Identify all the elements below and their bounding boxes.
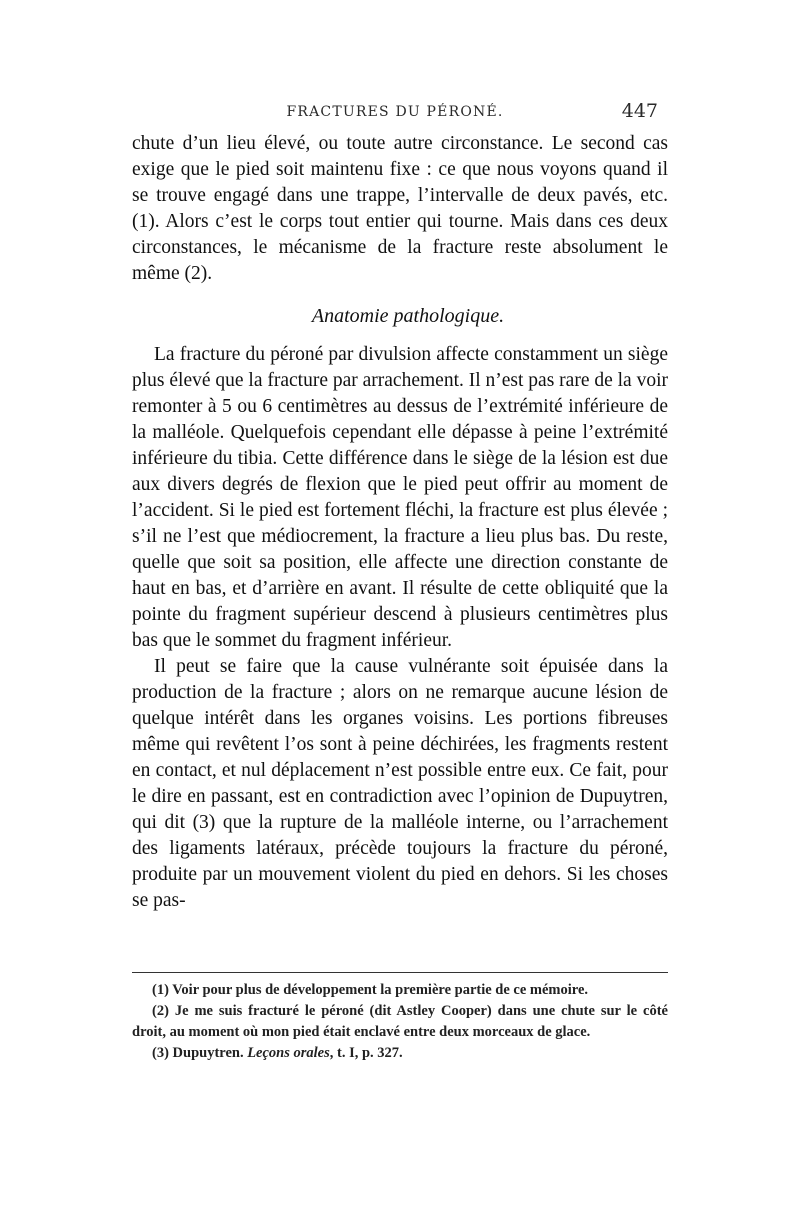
footnote-1: (1) Voir pour plus de développement la première partie de ce mémoire. <box>152 982 589 998</box>
footnote-3-title: Leçons orales <box>247 1045 330 1061</box>
running-title: FRACTURES DU PÉRONÉ. <box>286 104 504 120</box>
paragraph-continuation: chute d’un lieu élevé, ou toute autre circonstance. Le second cas exige que le pied soit maintenu fixe : ce que nous voyons quand il se trouve engagé dans une trappe, l’intervalle de deux pavés, etc. (1). Alors c’est le corps tout entier qui tourne. Mais dans ces deux circonstances, le mécanisme de la fracture reste absolument le même (2). <box>132 133 668 284</box>
paragraph: Il peut se faire que la cause vulnérante soit épuisée dans la production de la fracture ; alors on ne remarque aucune lésion de quelque intérêt dans les organes voisins. Les portions fibreuses même qui revêtent l’os sont à peine déchirées, les fragments restent en contact, et nul déplacement n’est possible entre eux. Ce fait, pour le dire en passant, est en contradiction avec l’opinion de Dupuytren, qui dit (3) que la rupture de la malléole interne, ou l’arrachement des ligaments latéraux, précède toujours la fracture du péroné, produite par un mouvement violent du pied en dehors. Si les choses se pas- <box>132 656 668 911</box>
page-number: 447 <box>621 100 658 122</box>
footnote-3-prefix: (3) Dupuytren. <box>152 1045 248 1061</box>
section-heading: Anatomie pathologique. <box>311 305 505 327</box>
footnote-2: (2) Je me suis fracturé le péroné (dit Astley Cooper) dans une chute sur le côté droit, au moment où mon pied était enclavé entre deux morceaux de glace. <box>132 1003 668 1040</box>
footnotes <box>132 980 668 1064</box>
paragraph: La fracture du péroné par divulsion affecte constamment un siège plus élevé que la fracture par arrachement. Il n’est pas rare de la voir remonter à 5 ou 6 centimètres au dessus de l’extrémité inférieure de la malléole. Quelquefois cependant elle dépasse à peine l’extrémité inférieure du tibia. Cette différence dans le siège de la lésion est due aux divers degrés de flexion que le pied peut offrir au moment de l’accident. Si le pied est fortement fléchi, la fracture est plus élevée ; s’il ne l’est que médiocrement, la fracture a lieu plus bas. Du reste, quelle que soit sa position, elle affecte une direction constante de haut en bas, et d’arrière en avant. Il résulte de cette obliquité que la pointe du fragment supérieur descend à plusieurs centimètres plus bas que le sommet du fragment inférieur. <box>132 344 668 651</box>
footnote-3-suffix: , t. I, p. 327. <box>329 1045 403 1061</box>
page-header <box>132 100 658 128</box>
footnote-divider <box>132 972 668 973</box>
footnote-3 <box>132 1043 668 1064</box>
main-text <box>132 131 668 914</box>
